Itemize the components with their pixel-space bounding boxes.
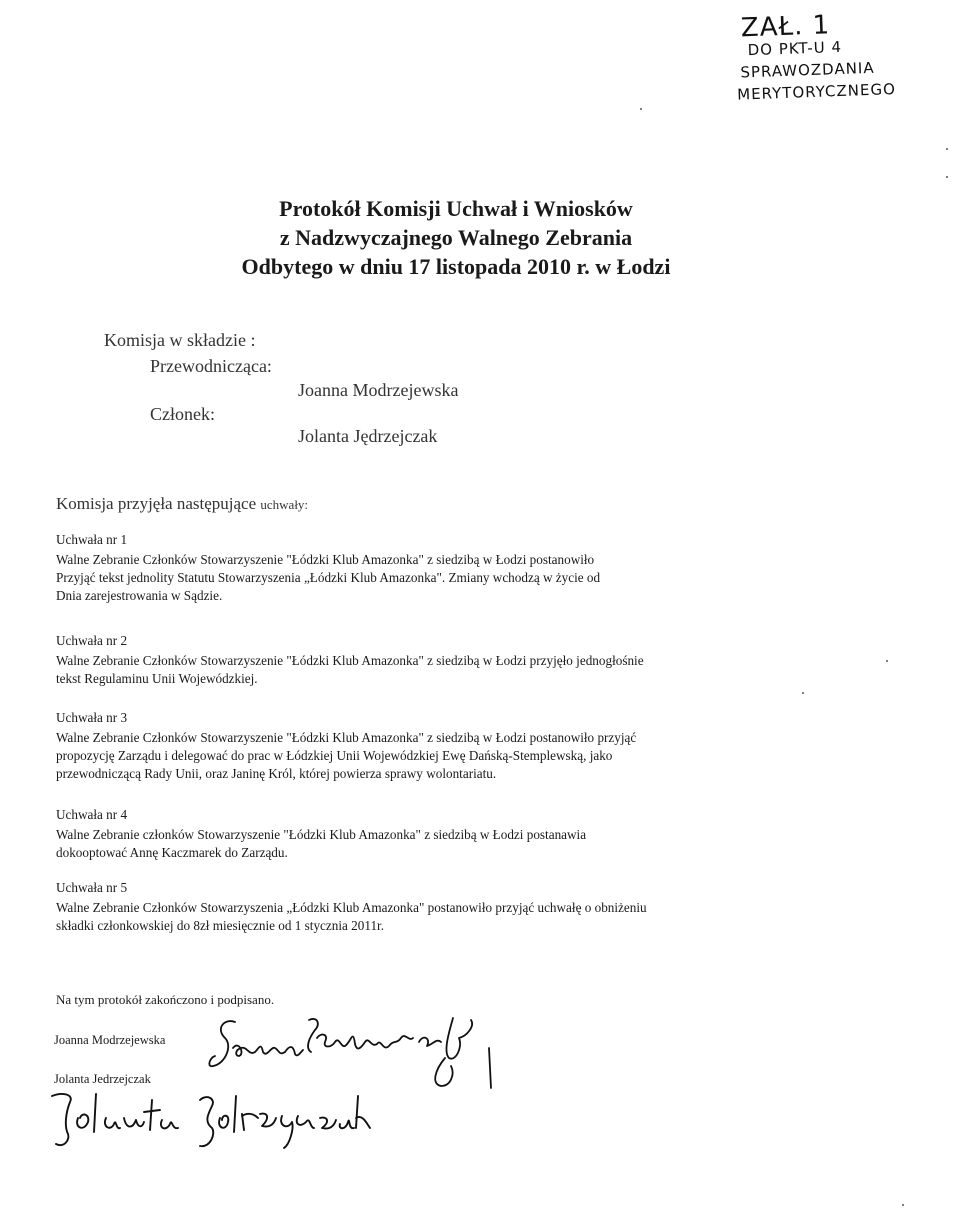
title-line-1: Protokół Komisji Uchwał i Wniosków [279, 196, 633, 221]
note-line-2: DO PKT-U 4 [747, 37, 843, 60]
member-name: Jolanta Jędrzejczak [298, 426, 438, 446]
document-title [0, 194, 912, 281]
resolution-heading: Uchwała nr 1 [56, 532, 128, 547]
title-line-2: z Nadzwyczajnego Walnego Zebrania [279, 225, 633, 250]
scan-speck [802, 692, 804, 694]
resolution-5 [56, 879, 856, 935]
signer-name-1: Joanna Modrzejewska [54, 1033, 166, 1047]
chair-label: Przewodnicząca: [150, 356, 272, 376]
scan-speck [946, 176, 948, 178]
scan-speck [640, 108, 642, 110]
resolution-text: Walne Zebranie Członków Stowarzyszenia „Łódzki Klub Amazonka" postanowiło przyjąć uchwałę o obniżeniu składki członkowskiej do 8zł miesięcznie od 1 stycznia 2011r. [56, 900, 647, 933]
adopted-intro [56, 494, 308, 514]
resolution-3 [56, 709, 856, 783]
resolution-text: Walne Zebranie członków Stowarzyszenie "Łódzki Klub Amazonka" z siedzibą w Łodzi postanawia dokooptować Annę Kaczmarek do Zarządu. [56, 827, 587, 860]
member-label: Członek: [150, 404, 215, 424]
resolution-4 [56, 806, 856, 862]
note-line-4: MERYTORYCZNEGO [736, 80, 897, 104]
resolution-heading: Uchwała nr 3 [56, 710, 128, 725]
resolution-1 [56, 531, 856, 605]
handwritten-attachment-note [727, 10, 952, 106]
resolution-text: Walne Zebranie Członków Stowarzyszenie "Łódzki Klub Amazonka" z siedzibą w Łodzi postanowiło Przyjąć tekst jednolity Statutu Stowarzyszenia „Łódzki Klub Amazonka". Zmiany wchodzą w życie od Dnia zarejestrowania w Sądzie. [56, 552, 601, 603]
committee-heading: Komisja w składzie : [104, 330, 256, 350]
note-line-3: SPRAWOZDANIA [740, 58, 875, 82]
scan-speck [946, 148, 948, 150]
note-line-1: ZAŁ. 1 [740, 10, 831, 44]
scan-speck [886, 660, 888, 662]
signature-2-image [44, 1088, 374, 1158]
resolution-2 [56, 632, 856, 688]
signature-1-image [205, 1008, 505, 1092]
signer-name-2: Jolanta Jedrzejczak [54, 1072, 151, 1086]
closing-statement: Na tym protokół zakończono i podpisano. [56, 992, 275, 1007]
resolution-text: Walne Zebranie Członków Stowarzyszenie "Łódzki Klub Amazonka" z siedzibą w Łodzi przyjęło jednogłośnie tekst Regulaminu Unii Wojewódzkiej. [56, 653, 644, 686]
resolution-text: Walne Zebranie Członków Stowarzyszenie "Łódzki Klub Amazonka" z siedzibą w Łodzi postanowiło przyjąć propozycję Zarządu i delegować do prac w Łódzkiej Unii Wojewódzkiej Ewę Dańską-Stemplewską, jako przewodniczącą Rady Unii, oraz Janinę Król, której powierza sprawy wolontariatu. [56, 730, 637, 781]
chair-name: Joanna Modrzejewska [298, 380, 459, 400]
title-line-3: Odbytego w dniu 17 listopada 2010 r. w Łodzi [241, 254, 671, 279]
resolution-heading: Uchwała nr 4 [56, 807, 128, 822]
scan-speck [902, 1204, 904, 1206]
adopted-text: Komisja przyjęła następujące [56, 494, 257, 513]
resolution-heading: Uchwała nr 2 [56, 633, 128, 648]
resolution-heading: Uchwała nr 5 [56, 880, 128, 895]
adopted-small: uchwały: [260, 497, 309, 512]
